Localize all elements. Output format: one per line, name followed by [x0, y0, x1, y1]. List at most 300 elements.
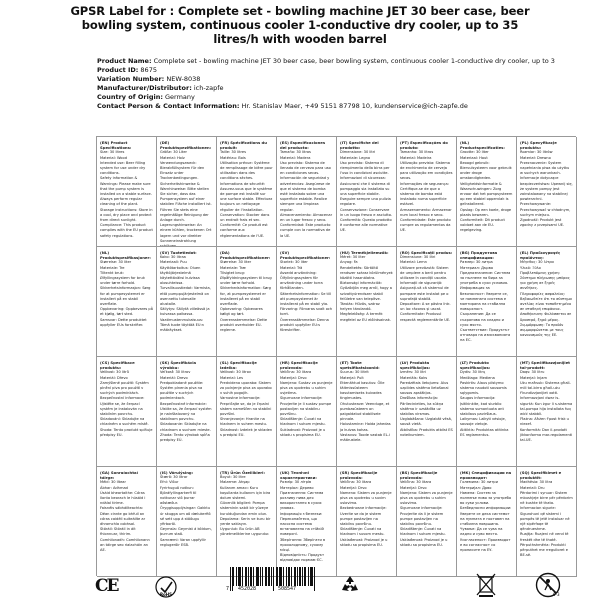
- spec-cell-line: Tamanho: 30 litros: [400, 150, 434, 155]
- spec-cell-line: Oppbevaring: Oppbevares på et kjølig, tørt sted.: [100, 307, 153, 317]
- spec-cell-line: Informazzjoni dwar is-sigurtà: Kun żgur li s-sistema tal-pompa hija installata fuq wiċċ stabbli.: [520, 396, 573, 417]
- spec-cell-heading: (BS) Specifikacije proizvoda:: [400, 470, 438, 481]
- spec-cell-line: Përputhshmëria: Produkti përputhet me rregulloret e BE-së.: [520, 542, 568, 558]
- barcode-bar: [281, 567, 282, 586]
- spec-cell-line: Відповідність: Продукт відповідає нормам ЄС.: [280, 553, 325, 563]
- spec-cell-line: Πληροφορίες ασφαλείας: Βεβαιωθείτε ότι το σύστημα αντλίας είναι τοποθετημένο σε σταθερή επιφάνεια.: [520, 291, 572, 312]
- barcode-bar: [273, 567, 274, 591]
- spec-cell-line: Predpokladané použitie: Systém plnenia piva na použitie v suchých podmienkach.: [160, 380, 204, 401]
- barcode-bar: [238, 567, 239, 586]
- label-title: GPSR Label for : Complete set - bowling machine JET 30 beer case, beer bowling system, continuous cooler 1-conductive dry cooler, up to 35 litres/h with wooden barrel: [70, 4, 530, 46]
- spec-cell-line: Madhësia: 30 litra: [520, 480, 553, 485]
- spec-cell-line: Skladovanie: Skladujte na chladnom a suchom mieste.: [160, 422, 211, 432]
- barcode-bar: [308, 567, 309, 586]
- barcode-bar: [288, 567, 289, 586]
- spec-cell-line: Съхранение: Да се съхранява на хладно и сухо място.: [460, 312, 504, 327]
- spec-cell-line: Säkerhetsinformation: Se till att pumpsystemet är installerat på en stabil yta.: [280, 291, 331, 307]
- spec-cell-line: Úsáid bheartaithe: Córas líonta beorach le húsáid i ndálaí tirime.: [100, 490, 146, 506]
- spec-cell: [217, 357, 277, 467]
- info-value: Complete set - bowling machine JET 30 beer case, beer bowling system, continuous cooler 1-conductive dry cooler, up to 3: [151, 57, 555, 65]
- spec-cell-heading: (DA) Produktspecifikationer:: [220, 250, 271, 261]
- spec-cell-line: Informazioni di sicurezza: Assicurarsi che il sistema di pompaggio sia installato su una superficie stabile. Eseguire sempre una pulizia regolare.: [340, 176, 391, 207]
- info-value: ich-zapfe: [191, 84, 224, 92]
- spec-cell-line: Materiaal: Hout: [460, 155, 488, 160]
- spec-cell-line: Ettenähtud kasutus: Õlle täitmissüsteem kasutamiseks kuivades tingimustes.: [340, 380, 385, 401]
- barcode-bar: [260, 567, 261, 586]
- spec-cell-line: Материјал: Дрво: [460, 485, 492, 490]
- spec-cell: [397, 247, 457, 357]
- spec-cell-line: Daqs: 30 litru: [520, 370, 545, 375]
- info-key: Manufacturer/Distributor:: [97, 84, 192, 92]
- barcode-bar: [302, 567, 303, 586]
- spec-cell: [97, 467, 157, 577]
- spec-cell-line: Προβλεπόμενη χρήση: Σύστημα πλήρωσης μπύρας για χρήση σε ξηρές συνθήκες.: [520, 270, 570, 291]
- spec-cell-line: Безбедносни информации: Уверете се дека системот на пумпата е поставен на стабилна површина.: [460, 506, 512, 527]
- barcode-bar: [246, 567, 247, 586]
- spec-cell-line: Namjena: Sistem za punjenje piva za upotrebu u suhim uslovima.: [400, 490, 453, 506]
- spec-cell-line: Bezbednosne informacije: Uverite se da je sistem pumpe postavljen na stabilnu površinu.: [340, 506, 387, 527]
- spec-cell-line: Përdorimi i synuar: Sistem mbushjeje birre për përdorim në kushte të thata.: [520, 490, 573, 506]
- spec-cell-line: Overensstemmelse: Dette produkt overholder EU-reglerne.: [220, 317, 268, 333]
- barcode-bar: [233, 567, 234, 586]
- spec-cell-heading: (ES) Especificaciones del producto:: [280, 140, 326, 151]
- spec-cell: [337, 247, 397, 357]
- spec-cell-line: Información de seguridad y advertencias: Asegúrese de que el sistema de bomba esté instalado sobre una superficie estable. Realice siempre una limpieza regular.: [280, 176, 331, 212]
- rohs-mark: [155, 576, 177, 598]
- spec-cell-heading: (MK) Спецификации на производот:: [460, 470, 512, 481]
- spec-cell-line: Materijal: Drvo: [340, 485, 367, 490]
- spec-cell-line: Avsedd användning: Ölfyllningssystem för användning under torra förhållanden.: [280, 270, 323, 291]
- spec-cell-line: Ruajtja: Ruajeni në vend të freskët dhe të thatë.: [520, 532, 569, 542]
- spec-cell: [157, 137, 217, 247]
- spec-cell-heading: (TR) Ürün Özellikleri:: [220, 470, 266, 475]
- spec-cell-line: Намена: Систем за полнење пиво за употреба во суви услови.: [460, 490, 512, 506]
- spec-cell-line: Uso previsto: Sistema de llenado de cerveza para uso en condiciones secas.: [280, 160, 331, 176]
- spec-cell: [277, 247, 337, 357]
- spec-cell-line: Μέγεθος: 30 λίτρα: [520, 260, 554, 265]
- spec-cell-line: Intended use: Beer filling system for use under dry conditions.: [100, 160, 146, 176]
- spec-cell-line: Dimensiune: 30 litri: [400, 255, 436, 260]
- spec-cell-line: Stóráil: Stóráil in áit fhionnuar, thirim.: [100, 527, 136, 537]
- spec-cell-line: Materjal: Injam: [520, 375, 547, 380]
- barcode-bar: [268, 567, 269, 586]
- spec-cell-line: Namjena: Sustav za punjenje piva za upotrebu u suhim uvjetima.: [280, 380, 333, 396]
- barcode-bar: [253, 567, 254, 586]
- spec-cell-line: Överensstämmelse: Denna produkt uppfyller EU:s föreskrifter.: [280, 317, 329, 333]
- spec-cell: [97, 247, 157, 357]
- spec-cell-line: Fyrirhuguð notkun: Bjóráfyllingarkerfi til notkunar við þurrar aðstæður.: [160, 485, 197, 506]
- spec-cell-heading: (LV) Produkta specifikācijas:: [400, 360, 431, 371]
- info-value: NEW-8038: [164, 75, 201, 83]
- spec-cell-line: Kullanım amacı: Kuru koşullarda kullanım için bira dolum sistemi.: [220, 485, 271, 501]
- spec-cell-line: Käyttötarkoitus: Oluen täyttöjärjestelmä käytettäväksi kuivissa olosuhteissa.: [160, 265, 201, 286]
- spec-cell: [517, 467, 577, 577]
- spec-cell-line: Чување: Да се чува на ладно и суво место.: [460, 527, 503, 537]
- spec-cell-line: Koko: 30 litraa: [160, 255, 186, 260]
- barcode-bar: [294, 567, 295, 586]
- info-key: Contact Person & Contact Information:: [97, 102, 240, 110]
- spec-cell-line: Materiaali: Puu: [160, 260, 187, 265]
- spec-cell-line: Usklađenost: Proizvod je u skladu sa propisima EU.: [400, 537, 448, 547]
- spec-cell-line: Materiāls: Koks: [400, 375, 428, 380]
- spec-cell-line: Compliance: This product complies with the EU product safety regulations.: [100, 223, 153, 238]
- info-row: [97, 66, 577, 75]
- spec-cell-heading: (NL) Productspecificaties:: [460, 140, 505, 151]
- info-row: [97, 75, 577, 84]
- spec-cell-line: Almacenamiento: Almacenar en un lugar fresco y seco.: [280, 212, 333, 223]
- ce-mark: CE: [95, 576, 118, 596]
- spec-cell: [97, 137, 157, 247]
- spec-cell-line: Laikymas: Laikyti vėsioje, sausoje vietoje.: [460, 417, 506, 427]
- barcode-bar: [236, 567, 237, 586]
- spec-cell-line: Uso previsto: Sistema di riempimento della birra per l'uso in condizioni asciutte.: [340, 160, 390, 176]
- barcode-digits-right: 508547: [278, 586, 297, 592]
- info-row: [97, 84, 577, 93]
- barcode-bar: [314, 567, 315, 591]
- barcode-bar: [300, 567, 301, 586]
- spec-cell-heading: (PL) Specyfikacje produktu:: [520, 140, 557, 151]
- spec-cell-line: Bezpečnostní informace: Ujistěte se, že čerpací systém je instalován na stabilním povrchu.: [100, 396, 145, 417]
- spec-cell: [337, 137, 397, 247]
- spec-cell-heading: (GA) Sonraíochtaí táirge:: [100, 470, 138, 481]
- spec-cell: [157, 467, 217, 577]
- spec-cell-line: Material: Wood: [100, 155, 127, 160]
- spec-cell-line: Paredzētais lietojums: Alus uzpildes sistēma lietošanai sausos apstākļos.: [400, 380, 449, 396]
- spec-cell-line: Megfelelőség: A termék megfelel az EU előírásainak.: [340, 312, 391, 322]
- spec-cell-line: Turvallisuustiedot: Varmista, että pumppujärjestelmä on asennettu tukevalle alustalle.: [160, 286, 211, 307]
- spec-cell-line: Biztonsági információk: Győződjön meg arról, hogy a szivattyúrendszer stabil felületre van telepítve.: [340, 281, 392, 301]
- spec-cell-line: Geymsla: Geymist á köldum, þurrum stað.: [160, 527, 212, 537]
- spec-cell-line: Anyag: Fa: [340, 260, 358, 265]
- spec-cell-line: Conservazione: Conservare in un luogo fresco e asciutto.: [340, 207, 393, 217]
- barcode-bar: [279, 567, 280, 586]
- spec-cell-line: Utilização prevista: Sistema de enchimento de cerveja para utilização em condições secas.: [400, 160, 453, 181]
- spec-cell-line: Skladištenje: Čuvati na hladnom i suhom mjestu.: [400, 527, 446, 537]
- spec-cell-line: Призначення: Система розливу пива для використання в сухих умовах.: [280, 490, 324, 511]
- product-info: [97, 57, 577, 111]
- barcode-bar: [257, 567, 258, 586]
- barcode-bar: [310, 567, 311, 586]
- spec-cell-line: Conformitate: Produsul respectă reglementările UE.: [400, 312, 451, 322]
- barcode-bar: [291, 567, 292, 586]
- spec-cell-line: Dydis: 30 litrų: [460, 370, 486, 375]
- spec-cell-line: Hoiustamine: Hoida jahedas ja kuivas kohas.: [340, 422, 391, 432]
- spec-cell-heading: (IS) Vörulýsing:: [160, 470, 194, 475]
- spec-cell-line: Efni: Viður: [160, 480, 179, 485]
- spec-cell: [457, 137, 517, 247]
- spec-cell: [517, 357, 577, 467]
- spec-cell-line: Tárolás: Hűvös, száraz helyen tárolandó.: [340, 302, 380, 312]
- info-row: [97, 57, 577, 66]
- barcode-bar: [283, 567, 284, 586]
- spec-cell-heading: (CS) Specifikace produktu:: [100, 360, 135, 371]
- spec-cell-line: Veiligheidsinformatie & Waarschuwingen: Zorg ervoor dat het pompsysteem op een stabiel oppervlak is geïnstalleerd.: [460, 181, 513, 207]
- spec-cell-line: Skladování: Skladujte na chladném a suchém místě.: [100, 417, 149, 427]
- spec-cell-line: Размер: 30 литра: [460, 260, 493, 265]
- barcode-bar: [297, 567, 298, 586]
- spec-cell-line: Vastavus: Toode vastab EL-i määrustele.: [340, 432, 390, 443]
- spec-cell-heading: (SV) Tuotetiedot:: [160, 250, 197, 255]
- spec-cell-line: Informații de siguranță: Asigurați-vă că sistemul de pompare este instalat pe o suprafață stabilă.: [400, 281, 449, 301]
- spec-cell-line: Przechowywanie: Przechowywać w chłodnym, suchym miejscu.: [520, 202, 571, 217]
- spec-cell: [397, 467, 457, 577]
- barcode-bar: [271, 567, 272, 586]
- spec-cell-line: Utilizare prevăzută: Sistem de umplere a berii pentru utilizare în condiții uscate.: [400, 265, 449, 281]
- spec-cell: [157, 247, 217, 357]
- spec-cell: [337, 357, 397, 467]
- spec-cell-line: Samræmi: Varan uppfyllir reglugerðir ESB.: [160, 537, 206, 547]
- spec-cell: [217, 247, 277, 357]
- spec-cell-line: Sikkerhetsinformasjon: Sørg for at pumpesystemet er installert på en stabil overflate.: [100, 286, 151, 307]
- spec-cell-line: Samsvar: Dette produktet oppfyller EUs forskrifter.: [100, 317, 147, 327]
- barcode-bar: [232, 567, 233, 591]
- spec-cell-line: Material: Les: [220, 375, 243, 380]
- barcode-bar: [248, 567, 249, 586]
- spec-cell-line: Stærð: 30 lítrar: [160, 475, 188, 480]
- spec-cell-line: Opbevaring: Opbevares køligt og tørt.: [220, 307, 263, 317]
- spec-cell-line: Materiał: Drewno: [520, 155, 551, 160]
- spec-cell: [217, 467, 277, 577]
- spec-cell: [517, 137, 577, 247]
- spec-cell-line: Съответствие: Продуктът отговаря на изискванията на ЕС.: [460, 328, 511, 343]
- spec-cell-heading: (SQ) Specifikimet e produktit:: [520, 470, 562, 481]
- spec-cell-heading: (IT) Specifiche del prodotto:: [340, 140, 379, 151]
- barcode-bar: [230, 567, 231, 591]
- spec-cell-line: Säilytys: Säilytä viileässä ja kuivassa paikassa.: [160, 307, 210, 317]
- spec-cell: [277, 467, 337, 577]
- spec-cell-line: Storlek: 30 liter: [280, 260, 308, 265]
- spec-cell-line: Materijal: Drvo: [400, 485, 427, 490]
- spec-cell-line: Predvidena uporaba: Sistem za polnjenje piva za uporabo v suhih pogojih.: [220, 380, 272, 396]
- barcode-bar: [250, 567, 251, 586]
- spec-cell-line: Sigurnosne informacije: Provjerite je li sustav pumpe postavljen na stabilnu površinu.: [280, 396, 332, 417]
- spec-cell-line: Velikost: 30 litrů: [100, 370, 130, 375]
- spec-cell-line: Förvaring: Förvaras svalt och torrt.: [280, 307, 333, 317]
- spec-cell-line: Größe: 30 Liter: [160, 150, 188, 155]
- spec-cell-line: Υλικό: Ξύλο: [520, 265, 541, 270]
- barcode-bar: [256, 567, 257, 586]
- no-children-icon: [535, 572, 561, 598]
- spec-cell-line: Rozmiar: 30 litrów: [520, 150, 553, 155]
- spec-cell-line: Зберігання: Зберігати в прохолодному, сухому місці.: [280, 537, 326, 553]
- spec-cell-line: Vaatimustenmukaisuus: Tämä tuote täyttää EU:n määräykset.: [160, 317, 204, 333]
- spec-cell-line: Skladnost: Izdelek je skladen s predpisi EU.: [220, 427, 273, 437]
- spec-cell-line: Boyut: 30 litre: [220, 475, 246, 480]
- info-row: [97, 102, 577, 111]
- spec-cell-heading: (DE) Produktspezifikationen:: [160, 140, 212, 151]
- spec-cell-line: Materjal: Puit: [340, 375, 364, 380]
- info-value: Hr. Stanislav Maer, +49 5151 87798 10, kundenservice@ich-zapfe.de: [239, 102, 468, 110]
- spec-cell-heading: (LT) Produkto specifikacijos:: [460, 360, 491, 371]
- spec-cell-line: Paskirtis: Alaus pilstymo sistema naudoti sausomis sąlygomis.: [460, 380, 507, 396]
- spec-cell-line: Bezpečnostné informácie: Uistite sa, že čerpací systém je nainštalovaný na stabilnom povrchu.: [160, 401, 212, 422]
- spec-cell-line: Material: Lemn: [400, 260, 427, 265]
- spec-cell: [277, 137, 337, 247]
- spec-cell-line: Atbilstība: Produkts atbilst ES noteikumiem.: [400, 427, 453, 437]
- spec-cell: [157, 357, 217, 467]
- rohs-text: RoHS: [159, 592, 173, 597]
- spec-cell: [397, 357, 457, 467]
- spec-cell-line: Materiál: Dřevo: [100, 375, 128, 380]
- barcode-bar: [239, 567, 240, 586]
- spec-cell-line: Suurus: 30 liitrit: [340, 370, 369, 375]
- spec-cell-line: Méid: 30 lítear: [100, 480, 126, 485]
- spec-cell-heading: (EL) Προδιαγραφές προϊόντος:: [520, 250, 561, 261]
- spec-cell-line: Rendeltetés: Sörtöltő rendszer száraz körülmények közötti használatra.: [340, 265, 393, 281]
- spec-cell: [217, 137, 277, 247]
- spec-cell-line: Veľkosť: 30 litrov: [160, 370, 191, 375]
- spec-cell-line: Informações de segurança: Certifique-se de que o sistema de bomba está instalado numa superfície estável.: [400, 181, 449, 207]
- spec-cell-line: Opslag: Op een koele, droge plaats bewaren.: [460, 207, 512, 217]
- spec-cell-line: Uygunluk: Bu ürün AB yönetmeliklerine uygundur.: [220, 527, 270, 537]
- info-value: Germany: [162, 93, 195, 101]
- spec-cell-heading: (EN) Product Specifications:: [100, 140, 132, 151]
- spec-cell-line: Namena: Sistem za punjenje piva za upotrebu u suvim uslovima.: [340, 490, 392, 506]
- spec-cell-line: Shoda: Tento produkt splňuje předpisy EU.: [100, 427, 153, 437]
- barcode-bar: [269, 567, 270, 586]
- spec-cell-line: Size: 30 litres: [100, 150, 125, 155]
- spec-cell-line: Zamýšlené použití: Systém plnění piva pro použití v suchých podmínkách.: [100, 380, 149, 396]
- barcode-bar: [295, 567, 296, 586]
- spec-cell-line: Material: Trä: [280, 265, 303, 270]
- spec-cell-line: Dimensione: 30 litri: [340, 150, 376, 155]
- spec-cell-line: Предназначение: Система за пълнене на бира за употреба в сухи условия.: [460, 270, 511, 286]
- spec-cell-line: Grootte: 30 liter: [460, 150, 489, 155]
- spec-cell-line: Malzeme: Ahşap: [220, 480, 250, 485]
- spec-cell-line: Użu maħsub: Sistema għall-mili tal-birra għall-użu f'kundizzjonijiet xotti.: [520, 380, 571, 396]
- spec-cell-line: Atitiktis: Produktas atitinka ES reglamentus.: [460, 427, 509, 437]
- spec-cell-line: Conformité: Ce produit est conforme aux réglementations de l'UE.: [220, 223, 268, 238]
- recycle-icon: [338, 573, 362, 597]
- barcode-bar: [304, 567, 305, 586]
- spec-cell-line: Усогласеност: Производот е во согласност со прописите на ЕУ.: [460, 537, 511, 553]
- barcode-bar: [311, 567, 312, 586]
- spec-cell-line: Sigurnosne informacije: Provjerite da li je sistem pumpe postavljen na stabilnu površinu.: [400, 506, 444, 527]
- spec-cell-heading: (RO) Specificații produs:: [400, 250, 453, 255]
- spec-cell-line: Conformiteit: Dit product voldoet aan de EU-regelgeving.: [460, 218, 505, 233]
- spec-cell-line: Material: Holz: [160, 155, 185, 160]
- spec-cell-line: Materijal: Drvo: [280, 375, 307, 380]
- spec-cell-line: Shranjevanje: Hranite na hladnem in suhem mestu.: [220, 417, 268, 427]
- spec-cell-heading: (HU) Termékjellemzők:: [340, 250, 389, 255]
- spec-cell-line: Material: Madera: [280, 155, 311, 160]
- spec-cell-line: Safety information & Warnings: Please make sure that the pump system is installed on a stable surface. Always perform regular cleaning of the plant.: [100, 176, 152, 207]
- spec-cell-line: Veličina: 30 litara: [340, 480, 372, 485]
- spec-cell-heading: (UK) Технічні характеристики:: [280, 470, 317, 481]
- spec-cell-line: Conformidad: Este producto cumple con la normativa de la UE.: [280, 223, 331, 238]
- spec-cell-line: Depozitare: A se păstra într-un loc răcoros și uscat.: [400, 302, 451, 312]
- spec-cell-line: Materiale: Træ: [220, 265, 246, 270]
- spec-cell-line: Velikost: 30 litrov: [220, 370, 252, 375]
- spec-cell-line: Przeznaczenie: System napełniania piwa do użytku w suchych warunkach.: [520, 160, 570, 176]
- spec-cell-line: Матеріал: Дерево: [280, 485, 314, 490]
- info-key: Country of Origin:: [97, 93, 163, 101]
- spec-cell-line: Zgodność: Produkt jest zgodny z przepisami UE.: [520, 218, 565, 228]
- spec-cell-line: Veličina: 30 litara: [400, 480, 432, 485]
- spec-cell-line: Tamaño: 30 litros: [280, 150, 311, 155]
- spec-cell-line: Depolama: Serin ve kuru bir yerde saklayın.: [220, 516, 271, 527]
- info-value: 8675: [138, 66, 157, 74]
- spec-cell-line: Αποθήκευση: Φυλάσσεται σε δροσερό, ξηρό μέρος.: [520, 312, 572, 322]
- barcode-bar: [305, 567, 306, 586]
- spec-cell-line: Informations de sécurité: Assurez-vous que le système de pompe est installé sur une surface stable. Effectuez toujours un nettoyage régulier de l'installation.: [220, 181, 273, 212]
- spec-cell-line: Lagerungshinweise: An einem kühlen, trockenen Ort lagern und vor direkter Sonneneinstrahlung schützen.: [160, 223, 212, 247]
- barcode-bar: [242, 567, 243, 586]
- barcode-bar: [262, 567, 263, 586]
- spec-cell-heading: (MT) Speċifikazzjonijiet tal-prodott:: [520, 360, 570, 371]
- spec-cell-heading: (NL) Produktspesifikasjoner:: [100, 250, 151, 261]
- barcode-bar: [240, 567, 241, 586]
- weee-bin-icon: [475, 572, 497, 598]
- barcode-bar: [258, 567, 259, 586]
- spec-cell-line: Izmērs: 30 litri: [400, 370, 426, 375]
- spec-cell-line: Güvenlik bilgileri: Pompa sisteminin sabit bir yüzeye kurulduğundan emin olun.: [220, 501, 269, 516]
- spec-cell-line: Materiale: Legno: [340, 155, 371, 160]
- barcode-bar: [280, 567, 281, 586]
- spec-cell-line: Varnostne informacije: Prepričajte se, da je črpalni sistem nameščen na stabilni površini.: [220, 396, 272, 417]
- spec-cell-line: Matériau: Bois: [220, 155, 246, 160]
- spec-cell-line: Інформація з безпеки: Переконайтеся, що насосна система встановлена на стійкій поверхні.: [280, 511, 324, 537]
- spec-cell-line: Skladištenje: Čuvati na hladnom i suhom mjestu.: [280, 417, 326, 427]
- spec-cell-line: Sikkerhedsinformation: Sørg for, at pumpesystemet er installeret på en stabil overflade.: [220, 286, 271, 307]
- info-key: Product ID:: [97, 66, 139, 74]
- spec-cell-line: Ohutusteave: Veenduge, et pumbasüsteem on paigaldatud stabiilsele pinnale.: [340, 401, 390, 422]
- spec-cell-line: Utilisation prévue: Système de remplissage de bière pour utilisation dans des conditions sèches.: [220, 160, 273, 181]
- spec-cell-line: Material: Madeira: [400, 155, 432, 160]
- barcode-bar: [266, 567, 267, 586]
- spec-cell-line: Uzglabāšana: Uzglabāt vēsā, sausā vietā.: [400, 417, 452, 427]
- spec-cell-line: Méret: 30 liter: [340, 255, 366, 260]
- spec-cell-line: Comhlíonadh: Comhlíonann an táirge seo rialacháin an AE.: [100, 537, 150, 553]
- spec-cell-line: Informacje dotyczące bezpieczeństwa: Upewnij się, że system pompy jest zainstalowany na stabilnej powierzchni.: [520, 176, 573, 202]
- spec-cell-line: Conservation: Stocker dans un endroit frais et sec.: [220, 212, 270, 223]
- spec-cell: [277, 357, 337, 467]
- spec-cell-heading: (FR) Spécifications du produit:: [220, 140, 267, 151]
- spec-cell-line: Öryggisupplýsingar: Gakktu úr skugga um að dælukerfið sé sett upp á stöðugu yfirborði.: [160, 506, 211, 527]
- spec-cell-line: Conformidade: Este produto cumpre os regulamentos da UE.: [400, 218, 451, 233]
- spec-cell: [517, 247, 577, 357]
- info-row: [97, 93, 577, 102]
- spec-cell-heading: (SK) Špecifikácia výrobku:: [160, 360, 197, 371]
- barcode-digit-left: 7: [226, 586, 230, 592]
- spec-cell-line: Розмір: 30 літрів: [280, 480, 312, 485]
- info-key: Variation Number:: [97, 75, 165, 83]
- spec-cell-line: Størrelse: 30 liter: [220, 260, 252, 265]
- spec-cell: [457, 357, 517, 467]
- barcode-bar: [289, 567, 290, 586]
- spec-cell-line: Usklađenost: Proizvod je u skladu sa propisima EU.: [340, 537, 388, 547]
- spec-cell: [397, 137, 457, 247]
- spec-cell: [337, 467, 397, 577]
- svg-text:0-3: 0-3: [553, 592, 560, 597]
- spec-cell-line: Medžiaga: Mediena: [460, 375, 495, 380]
- language-spec-grid: [96, 136, 576, 576]
- spec-cell-line: Ħażna: Aħżen f'post frisk u niexef.: [520, 417, 569, 427]
- spec-cell-line: Armazenamento: Armazenar num local fresco e seco.: [400, 207, 452, 217]
- spec-cell-line: Συμμόρφωση: Το προϊόν συμμορφώνεται με τους κανονισμούς της ΕΕ.: [520, 322, 564, 338]
- spec-cell-line: Skladištenje: Čuvati na hladnom i suvom mestu.: [340, 527, 385, 537]
- spec-cell-heading: (SR) Specifikacije proizvoda:: [340, 470, 378, 481]
- spec-cell-heading: (SL) Specifikacije izdelka:: [220, 360, 257, 371]
- spec-cell: [457, 467, 517, 577]
- spec-cell-heading: (HR) Specifikacije proizvoda:: [280, 360, 318, 371]
- spec-cell-heading: (PT) Especificações do produto:: [400, 140, 448, 151]
- spec-cell-line: Големина: 30 литри: [460, 480, 498, 485]
- spec-cell: [97, 357, 157, 467]
- spec-cell-line: Informacion sigurie: Sigurohuni që sistemi i pompës të jetë instaluar në një sipërfaqe të qëndrueshme.: [520, 506, 570, 532]
- spec-cell-line: Beoogd gebruik: Biervulsysteem voor gebruik onder droge omstandigheden.: [460, 160, 512, 181]
- spec-cell-line: Saugos informacija: Įsitikinkite, kad siurblio sistema sumontuota ant stabilaus paviršiaus.: [460, 396, 504, 417]
